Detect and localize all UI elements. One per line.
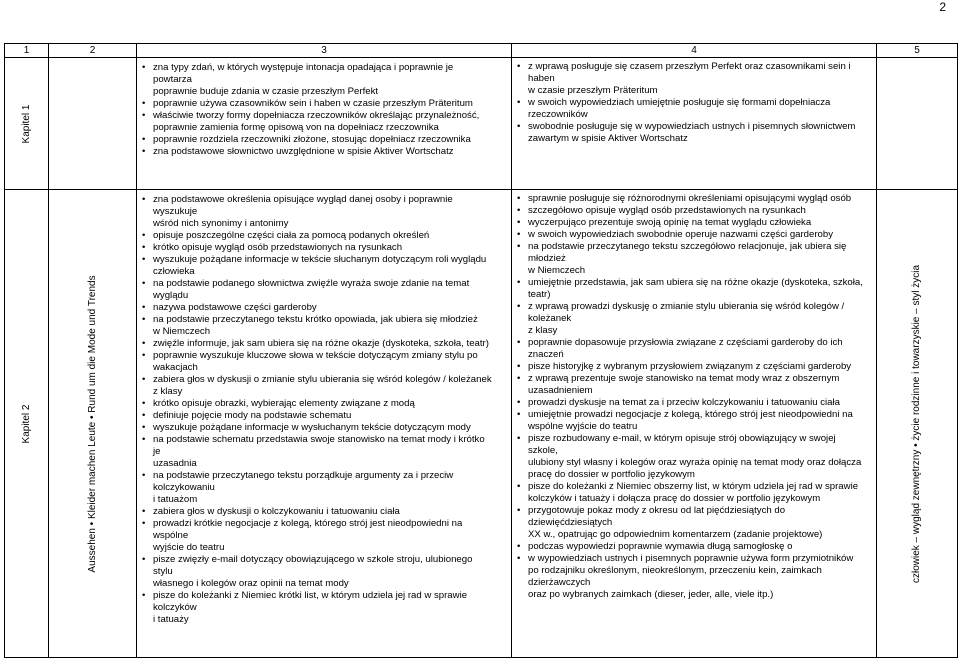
header-cell-4: 4: [512, 44, 877, 58]
list-item: po rodzajniku określonym, nieokreślonym, przeczeniu kein, zaimkach: [528, 565, 822, 576]
list-item: wyjście do teatru: [153, 542, 225, 553]
list-item: ulubiony styl własny i kolegów oraz wyraża opinię na temat mody oraz dołącza: [528, 457, 862, 468]
extended-requirements-list: [512, 58, 876, 145]
list-item: wśród nich synonimy i antonimy: [153, 218, 289, 229]
list-item: teatr): [528, 289, 551, 300]
list-item: dzierżawczych: [528, 577, 591, 588]
list-item: koleżanek: [528, 313, 572, 324]
list-item: własnego i kolegów oraz opinii na temat mody: [153, 578, 349, 589]
list-item: • zwięźle informuje, jak sam ubiera się na różne okazje (dyskoteka, szkoła, teatr): [139, 338, 511, 350]
header-cell-5: 5: [877, 44, 958, 58]
list-item: • z wprawą posługuje się czasem przeszłym Perfekt oraz czasownikami sein i: [514, 61, 876, 73]
list-item: wspólne wyjście do teatru: [528, 421, 638, 432]
list-item: • w wypowiedziach ustnych i pisemnych poprawnie używa form przymiotników: [514, 553, 876, 565]
list-item: • na podstawie podanego słownictwa zwięźle wyraża swoje zdanie na temat: [139, 278, 511, 290]
list-item: • nazywa podstawowe części garderoby: [139, 302, 511, 314]
list-item: z klasy: [153, 386, 183, 397]
list-item: • sprawnie posługuje się różnorodnymi określeniami opisującymi wygląd osób: [514, 193, 876, 205]
chapter-cell: [5, 190, 49, 658]
list-item: młodzież: [528, 253, 566, 264]
requirements-table: [4, 43, 958, 658]
list-item: • zna typy zdań, w których występuje intonacja opadająca i poprawnie je: [139, 62, 511, 74]
list-item: rzeczowników: [528, 109, 588, 120]
basic-requirements-list: [137, 58, 511, 158]
chapter-label: Kapitel 1: [20, 104, 32, 143]
list-item: • pisze zwięzły e-mail dotyczący obowiązującego w szkole stroju, ulubionego: [139, 554, 511, 566]
list-item: • na podstawie schematu przedstawia swoje stanowisko na temat mody i krótko: [139, 434, 511, 446]
topic-cell: [49, 58, 137, 190]
list-item: XX w., opatrując go odpowiednim komentarzem (zadanie projektowe): [528, 529, 823, 540]
header-cell-3: 3: [137, 44, 512, 58]
list-item: • pisze do koleżanki z Niemiec krótki list, w którym udziela jej rad w sprawie: [139, 590, 511, 602]
extended-requirements-list: [512, 190, 876, 601]
header-cell-2: 2: [49, 44, 137, 58]
list-item: • pisze do koleżanki z Niemiec obszerny list, w którym udziela jej rad w sprawie: [514, 481, 876, 493]
list-item: wakacjach: [153, 362, 198, 373]
list-item: stylu: [153, 566, 173, 577]
list-item: • zabiera głos w dyskusji o zmianie stylu ubierania się wśród kolegów / koleżanek: [139, 374, 511, 386]
list-item: z klasy: [528, 325, 558, 336]
list-item: pracę do dossier w portfolio językowym: [528, 469, 695, 480]
list-item: • swobodnie posługuje się w wypowiedziach ustnych i pisemnych słownictwem: [514, 121, 876, 133]
list-item: i tatuażom: [153, 494, 198, 505]
curriculum-cell: [877, 58, 958, 190]
list-item: • w swoich wypowiedziach umiejętnie posługuje się formami dopełniacza: [514, 97, 876, 109]
list-item: dziewięćdziesiątych: [528, 517, 613, 528]
list-item: uzasadnieniem: [528, 385, 593, 396]
list-item: • zabiera głos w dyskusji o kolczykowaniu i tatuowaniu ciała: [139, 506, 511, 518]
curriculum-label: człowiek – wygląd zewnętrzny • życie rodzinne i towarzyskie – styl życia: [911, 264, 922, 583]
list-item: wyszukuje: [153, 206, 198, 217]
list-item: poprawnie zamienia formę opisową von na dopełniacz rzeczownika: [153, 122, 439, 133]
list-item: • podczas wypowiedzi poprawnie wymawia długą samogłoskę o: [514, 541, 876, 553]
list-item: wyglądu: [153, 290, 189, 301]
list-item: • zna podstawowe słownictwo uwzględnione w spisie Aktiver Wortschatz: [139, 146, 511, 158]
list-item: • na podstawie przeczytanego tekstu porządkuje argumenty za i przeciw: [139, 470, 511, 482]
topic-label: Aussehen • Kleider machen Leute • Rund um die Mode und Trends: [86, 274, 98, 573]
list-item: kolczykowaniu: [153, 482, 215, 493]
list-item: • prowadzi krótkie negocjacje z kolegą, którego strój jest nieodpowiedni na: [139, 518, 511, 530]
list-item: w Niemczech: [528, 265, 586, 276]
list-item: • na podstawie przeczytanego tekstu krótko opowiada, jak ubiera się młodzież: [139, 314, 511, 326]
list-item: zawartym w spisie Aktiver Wortschatz: [528, 133, 688, 144]
basic-requirements-cell: [137, 58, 512, 190]
list-item: w Niemczech: [153, 326, 211, 337]
list-item: • przygotowuje pokaz mody z okresu od lat pięćdziesiątych do: [514, 505, 876, 517]
list-item: • pisze rozbudowany e-mail, w którym opisuje strój obowiązujący w swojej: [514, 433, 876, 445]
list-item: uzasadnia: [153, 458, 197, 469]
list-item: powtarza: [153, 74, 192, 85]
list-item: • krótko opisuje wygląd osób przedstawionych na rysunkach: [139, 242, 511, 254]
list-item: człowieka: [153, 266, 195, 277]
list-item: znaczeń: [528, 349, 564, 360]
list-item: kolczyków i tatuaży i dołącza pracę do dossier w portfolio językowym: [528, 493, 821, 504]
list-item: • krótko opisuje obrazki, wybierając elementy związane z modą: [139, 398, 511, 410]
list-item: poprawnie buduje zdania w czasie przeszłym Perfekt: [153, 86, 379, 97]
row-kapitel-2: [5, 190, 958, 658]
list-item: • właściwie tworzy formy dopełniacza rzeczowników określając przynależność,: [139, 110, 511, 122]
list-item: • wyczerpująco prezentuje swoją opinię na temat wyglądu człowieka: [514, 217, 876, 229]
list-item: • prowadzi dyskusje na temat za i przeciw kolczykowaniu i tatuowaniu ciała: [514, 397, 876, 409]
list-item: w czasie przeszłym Präteritum: [528, 85, 658, 96]
chapter-cell: [5, 58, 49, 190]
list-item: • poprawnie wyszukuje kluczowe słowa w tekście dotyczącym zmiany stylu po: [139, 350, 511, 362]
curriculum-cell: [877, 190, 958, 658]
page-number: 2: [939, 0, 946, 14]
list-item: • zna podstawowe określenia opisujące wygląd danej osoby i poprawnie: [139, 194, 511, 206]
extended-requirements-cell: [512, 190, 877, 658]
list-item: • wyszukuje pożądane informacje w tekście słuchanym dotyczącym roli wyglądu: [139, 254, 511, 266]
row-kapitel-1: [5, 58, 958, 190]
list-item: je: [153, 446, 161, 457]
list-item: • poprawnie używa czasowników sein i haben w czasie przeszłym Präteritum: [139, 98, 511, 110]
list-item: i tatuaży: [153, 614, 189, 625]
list-item: kolczyków: [153, 602, 197, 613]
list-item: haben: [528, 73, 555, 84]
list-item: • opisuje poszczególne części ciała za pomocą podanych określeń: [139, 230, 511, 242]
list-item: • definiuje pojęcie mody na podstawie schematu: [139, 410, 511, 422]
header-cell-1: 1: [5, 44, 49, 58]
list-item: • szczegółowo opisuje wygląd osób przedstawionych na rysunkach: [514, 205, 876, 217]
topic-cell: [49, 190, 137, 658]
list-item: • wyszukuje pożądane informacje w wysłuchanym tekście dotyczącym mody: [139, 422, 511, 434]
list-item: • w swoich wypowiedziach swobodnie operuje nazwami części garderoby: [514, 229, 876, 241]
chapter-label: Kapitel 2: [20, 404, 32, 443]
list-item: szkole,: [528, 445, 558, 456]
list-item: • poprawnie rozdziela rzeczowniki złożone, stosując dopełniacz rzeczownika: [139, 134, 511, 146]
list-item: • umiejętnie prowadzi negocjacje z kolegą, którego strój jest nieodpowiedni na: [514, 409, 876, 421]
list-item: • umiejętnie przedstawia, jak sam ubiera się na różne okazje (dyskoteka, szkoła,: [514, 277, 876, 289]
header-row: [5, 44, 958, 58]
extended-requirements-cell: [512, 58, 877, 190]
list-item: • z wprawą prowadzi dyskusję o zmianie stylu ubierania się wśród kolegów /: [514, 301, 876, 313]
basic-requirements-list: [137, 190, 511, 626]
list-item: • na podstawie przeczytanego tekstu szczegółowo relacjonuje, jak ubiera się: [514, 241, 876, 253]
list-item: oraz po wybranych zaimkach (dieser, jeder, alle, viele itp.): [528, 589, 774, 600]
list-item: • z wprawą prezentuje swoje stanowisko na temat mody wraz z obszernym: [514, 373, 876, 385]
list-item: • pisze historyjkę z wybranym przysłowiem związanym z częściami garderoby: [514, 361, 876, 373]
list-item: • poprawnie dopasowuje przysłowia związane z częściami garderoby do ich: [514, 337, 876, 349]
basic-requirements-cell: [137, 190, 512, 658]
list-item: wspólne: [153, 530, 189, 541]
